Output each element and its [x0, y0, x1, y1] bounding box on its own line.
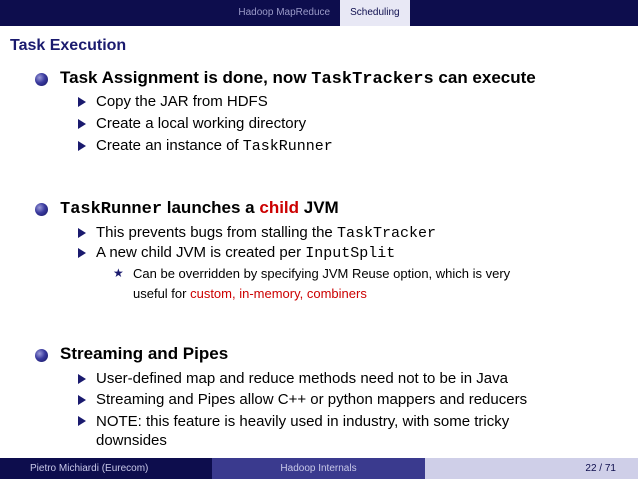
block1-heading-mono: TaskTrackers	[311, 70, 434, 89]
block3-item-3-line2: downsides	[96, 432, 167, 449]
block1-item-3	[96, 137, 333, 155]
block1-item-1: Copy the JAR from HDFS	[96, 93, 268, 110]
footer-bar	[0, 458, 638, 479]
triangle-bullet-icon	[78, 141, 86, 151]
block2-item-2	[96, 244, 395, 262]
triangle-bullet-icon	[78, 97, 86, 107]
section-nav-bar	[0, 0, 638, 26]
triangle-bullet-icon	[78, 416, 86, 426]
block1-heading-text-b: can execute	[433, 68, 536, 87]
block2-item-2-text: A new child JVM is created per	[96, 244, 306, 261]
block2-item-1-text: This prevents bugs from stalling the	[96, 224, 337, 241]
nav-tab-hadoop-mapreduce[interactable]: Hadoop MapReduce	[238, 7, 331, 18]
triangle-bullet-icon	[78, 248, 86, 258]
block2-heading-text-a: launches a	[162, 198, 260, 217]
block3-heading: Streaming and Pipes	[60, 344, 229, 363]
block1-item-2: Create a local working directory	[96, 115, 307, 132]
triangle-bullet-icon	[78, 119, 86, 129]
block2-heading-red: child	[259, 198, 300, 217]
block1-heading	[60, 68, 536, 89]
block2-item-1-mono: TaskTracker	[336, 225, 436, 242]
block2-item-1	[96, 224, 436, 242]
block3-item-3-line1: NOTE: this feature is heavily used in industry, with some tricky	[96, 413, 510, 430]
triangle-bullet-icon	[78, 395, 86, 405]
block2-item-2-mono: InputSplit	[305, 245, 396, 262]
block1-item-3-text: Create an instance of	[96, 137, 243, 154]
star-bullet-icon: ★	[113, 266, 124, 280]
bullet-ball-icon	[35, 349, 48, 362]
block2-heading	[60, 198, 339, 219]
block2-subitem-1-red: custom, in-memory, combiners	[190, 286, 367, 301]
block2-subitem-1-line2-text: useful for	[133, 286, 191, 301]
nav-tab-scheduling[interactable]: Scheduling	[340, 0, 409, 26]
block3-item-2: Streaming and Pipes allow C++ or python mappers and reducers	[96, 391, 528, 408]
footer-author: Pietro Michiardi (Eurecom)	[0, 458, 212, 479]
block2-subitem-1-line1: Can be overridden by specifying JVM Reuse option, which is very	[133, 266, 511, 281]
block1-heading-text-a: Task Assignment is done, now	[60, 68, 312, 87]
block3-item-1: User-defined map and reduce methods need not to be in Java	[96, 370, 508, 387]
block2-subitem-1-line2	[133, 284, 510, 304]
block2-subitem-1	[133, 264, 510, 304]
footer-title: Hadoop Internals	[212, 458, 425, 479]
triangle-bullet-icon	[78, 228, 86, 238]
frame-title: Task Execution	[10, 37, 127, 54]
bullet-ball-icon	[35, 73, 48, 86]
triangle-bullet-icon	[78, 374, 86, 384]
block1-item-3-mono: TaskRunner	[242, 138, 333, 155]
block3-item-3	[96, 412, 509, 450]
block2-heading-mono: TaskRunner	[60, 200, 163, 219]
block2-heading-text-b: JVM	[299, 198, 339, 217]
bullet-ball-icon	[35, 203, 48, 216]
footer-page-number: 22 / 71	[425, 458, 638, 479]
